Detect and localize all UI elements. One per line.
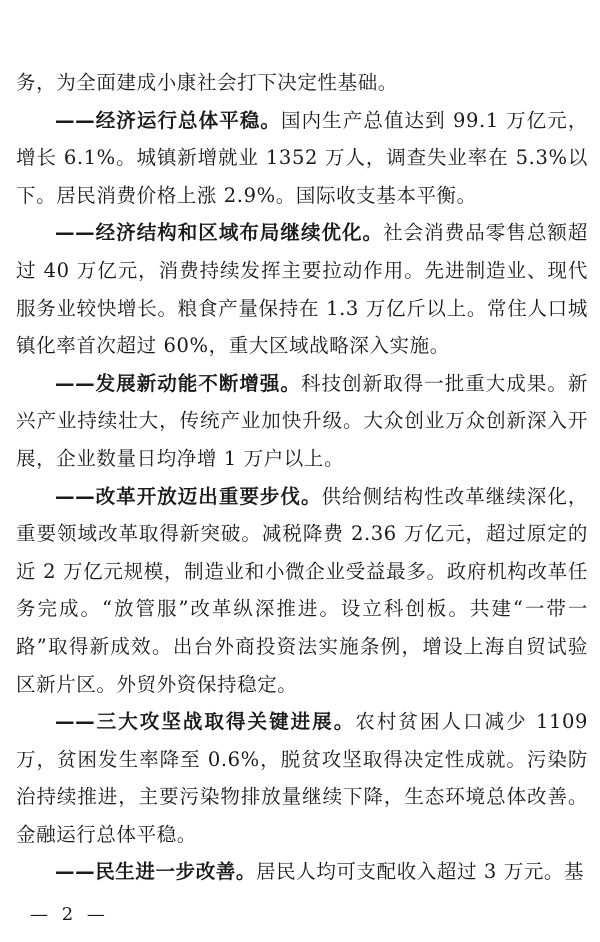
paragraph-heading: ——改革开放迈出重要步伐。 [55,484,322,508]
paragraph-economy-stable [16,102,588,215]
paragraph-heading: ——发展新动能不断增强。 [55,371,301,395]
page-number: — 2 — [30,904,109,925]
paragraph-heading: ——民生进一步改善。 [55,860,257,884]
paragraph-body: 居民人均可支配收入超过 3 万元。基 [256,860,585,884]
paragraph-structure-optimized [16,214,588,364]
paragraph-body: 国内生产总值达到 99.1 万亿元，增长 6.1%。城镇新增就业 1352 万人，调查失业率在 5.3%以下。居民消费价格上涨 2.9%。国际收支基本平衡。 [16,108,588,207]
paragraph-heading: ——经济结构和区域布局继续优化。 [55,221,384,245]
paragraph-new-momentum [16,365,588,478]
paragraph-body: 务，为全面建成小康社会打下决定性基础。 [16,71,398,94]
paragraph-heading: ——三大攻坚战取得关键进展。 [55,710,356,734]
paragraph-three-battles [16,703,588,853]
paragraph-body: 供给侧结构性改革继续深化，重要领域改革取得新突破。减税降费 2.36 万亿元，超过原定的近 2 万亿元规模，制造业和小微企业受益最多。政府机构改革任务完成。“放管服”改革纵深推进。设立科创板。共建“一带一路”取得新成效。出台外商投资法实施条例，增设上海自贸试验区新片区。外贸外资保持稳定。 [16,484,588,696]
paragraph-body: 农村贫困人口减少 1109 万，贫困发生率降至 0.6%，脱贫攻坚取得决定性成就。污染防治持续推进，主要污染物排放量继续下降，生态环境总体改善。金融运行总体平稳。 [16,710,588,846]
paragraph-body: 社会消费品零售总额超过 40 万亿元，消费持续发挥主要拉动作用。先进制造业、现代服务业较快增长。粮食产量保持在 1.3 万亿斤以上。常住人口城镇化率首次超过 60%，重大区域战略深入实施。 [16,221,588,358]
paragraph-heading: ——经济运行总体平稳。 [55,108,281,132]
paragraph-continuation [16,64,588,102]
paragraph-livelihood [16,853,588,891]
document-page [16,0,588,891]
paragraph-reform-opening [16,478,588,704]
paragraph-body: 科技创新取得一批重大成果。新兴产业持续壮大，传统产业加快升级。大众创业万众创新深入开展，企业数量日均净增 1 万户以上。 [16,371,588,470]
